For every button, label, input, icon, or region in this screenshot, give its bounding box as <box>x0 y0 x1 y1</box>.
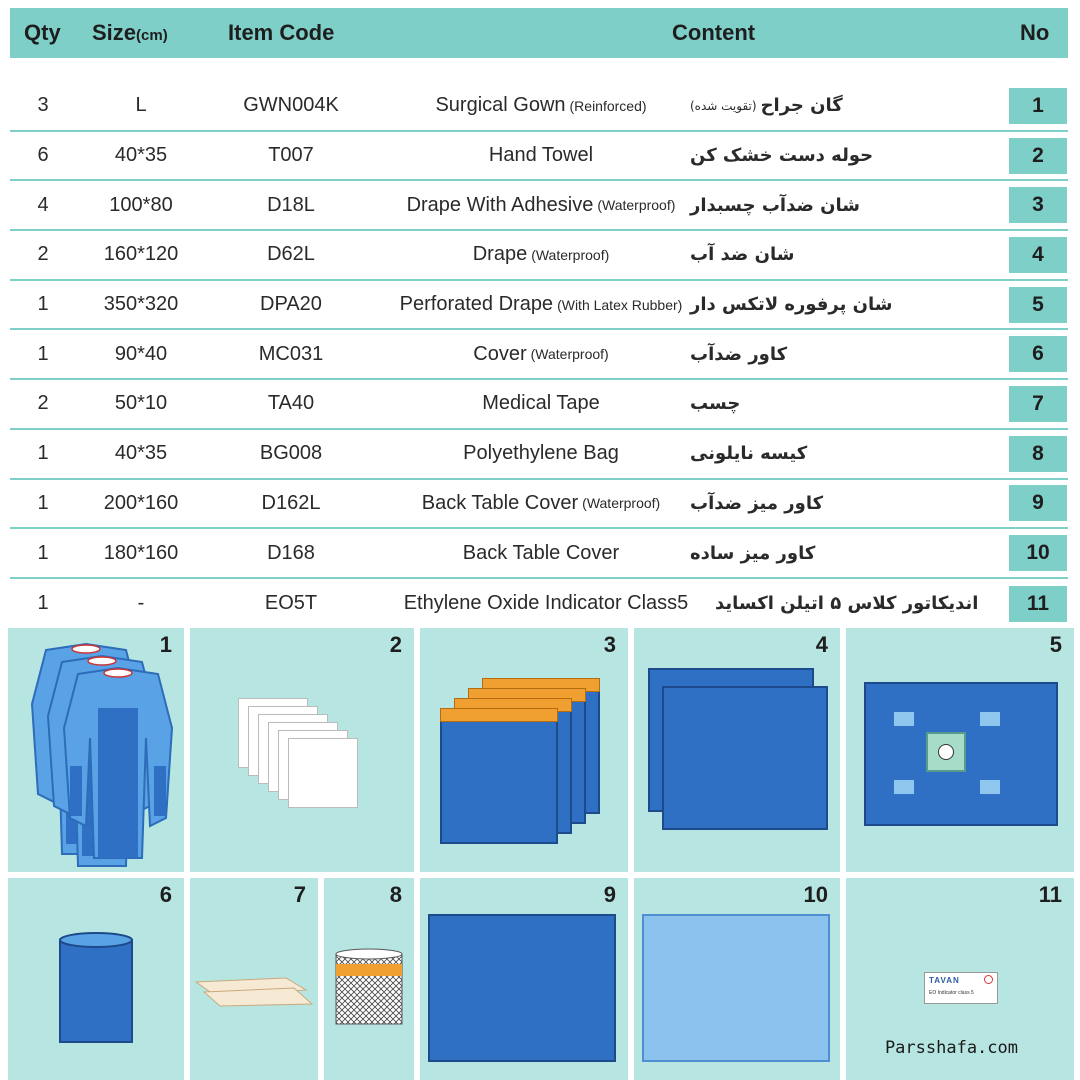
table-row <box>10 529 1068 579</box>
row-number-badge: 10 <box>1009 535 1067 571</box>
bag-illustration <box>324 878 414 1080</box>
adhesive-patch <box>894 712 914 726</box>
indicator-brand: TAVAN <box>929 976 960 985</box>
content-fa: شان ضدآب چسبدار <box>690 194 860 216</box>
content-fa: گان جراح <box>760 95 843 117</box>
no-cell <box>1008 281 1068 329</box>
panel-number: 5 <box>1049 632 1062 657</box>
table-row <box>10 430 1068 480</box>
qty-cell: 4 <box>37 193 49 216</box>
adhesive-strip <box>440 708 558 722</box>
row-number-badge: 5 <box>1009 287 1067 323</box>
header-qty: Qty <box>24 20 61 45</box>
content-en-cell <box>376 82 706 130</box>
code-cell: D168 <box>267 541 315 564</box>
content-fa-cell <box>690 181 980 229</box>
qty-cell: 1 <box>37 442 49 465</box>
panel-perforated-drape <box>846 628 1074 872</box>
header-content: Content <box>672 20 756 45</box>
code-cell: D18L <box>267 193 315 216</box>
content-en-cell <box>376 430 706 478</box>
perforation-hole <box>938 744 954 760</box>
table-row <box>10 579 1068 629</box>
size-cell: L <box>135 94 147 117</box>
qty-cell: 2 <box>37 243 49 266</box>
content-fa: شان ضد آب <box>690 244 795 266</box>
panel-back-table-cover-waterproof <box>420 878 628 1080</box>
code-cell: T007 <box>268 144 314 167</box>
size-cell: 160*120 <box>103 243 179 266</box>
content-en-cell <box>376 281 706 329</box>
panel-medical-tape <box>190 878 318 1080</box>
content-en: Back Table Cover <box>462 541 620 564</box>
code-cell: DPA20 <box>260 293 322 316</box>
content-fa-note: (تقویت شده) <box>690 98 757 113</box>
size-cell: 350*320 <box>103 293 179 316</box>
content-en: Drape <box>472 243 528 266</box>
content-fa: حوله دست خشک کن <box>690 145 874 167</box>
no-cell <box>1008 380 1068 428</box>
panel-number: 1 <box>159 632 172 657</box>
content-en: Cover <box>473 342 527 365</box>
code-cell: TA40 <box>267 392 315 415</box>
content-en: Perforated Drape <box>399 293 554 316</box>
row-number-badge: 9 <box>1009 485 1067 521</box>
item-table <box>10 82 1068 629</box>
panel-drape-adhesive <box>420 628 628 872</box>
panel-number: 6 <box>159 882 172 907</box>
code-cell: GWN004K <box>243 94 339 117</box>
panel-number: 10 <box>803 882 828 907</box>
qty-cell: 1 <box>37 541 49 564</box>
table-header <box>10 8 1068 58</box>
code-cell: MC031 <box>258 342 324 365</box>
code-cell: BG008 <box>259 442 323 465</box>
size-cell: 50*10 <box>114 392 168 415</box>
header-no: No <box>1020 20 1050 45</box>
back-table-cover <box>428 914 616 1062</box>
content-fa-cell <box>690 231 980 279</box>
drape-sheet <box>662 686 828 830</box>
row-number-badge: 7 <box>1009 386 1067 422</box>
code-cell: EO5T <box>264 592 318 615</box>
content-fa-cell <box>690 281 980 329</box>
header-item-code: Item Code <box>228 20 335 45</box>
row-number-badge: 3 <box>1009 187 1067 223</box>
content-fa-cell <box>690 480 980 528</box>
panel-number: 4 <box>815 632 828 657</box>
table-row <box>10 281 1068 331</box>
size-cell: 180*160 <box>103 541 179 564</box>
size-cell: 40*35 <box>114 144 168 167</box>
panel-number: 3 <box>603 632 616 657</box>
qty-cell: 2 <box>37 392 49 415</box>
towel-sheet <box>288 738 358 808</box>
qty-cell: 6 <box>37 144 49 167</box>
size-cell: - <box>137 592 145 615</box>
content-en-cell <box>376 330 706 378</box>
content-en-note: (Reinforced) <box>569 97 647 114</box>
content-en-cell <box>376 529 706 577</box>
panel-drape <box>634 628 840 872</box>
row-number-badge: 2 <box>1009 138 1067 174</box>
content-en: Medical Tape <box>482 392 600 415</box>
table-row <box>10 231 1068 281</box>
no-cell <box>1008 181 1068 229</box>
no-cell <box>1008 231 1068 279</box>
size-cell: 90*40 <box>114 342 168 365</box>
size-cell: 100*80 <box>109 193 173 216</box>
indicator-dot-icon <box>984 975 993 984</box>
no-cell <box>1008 529 1068 577</box>
content-fa: اندیکاتور کلاس ۵ اتیلن اکساید <box>715 593 979 615</box>
table-row <box>10 380 1068 430</box>
content-fa: کاور ضدآب <box>690 343 788 365</box>
row-number-badge: 8 <box>1009 436 1067 472</box>
content-fa: شان پرفوره لاتکس دار <box>690 294 893 316</box>
panel-number: 2 <box>389 632 402 657</box>
content-fa-cell <box>690 330 980 378</box>
content-fa-cell <box>715 579 980 629</box>
tape-illustration <box>190 878 318 1080</box>
size-cell: 200*160 <box>103 491 179 514</box>
panel-number: 9 <box>603 882 616 907</box>
content-fa: کاور میز ساده <box>690 542 816 564</box>
drape-sheet <box>440 708 558 844</box>
adhesive-patch <box>894 780 914 794</box>
qty-cell: 3 <box>37 94 49 117</box>
no-cell <box>1008 330 1068 378</box>
content-en: Back Table Cover <box>421 491 579 514</box>
content-en: Ethylene Oxide Indicator Class5 <box>403 592 689 615</box>
content-en: Hand Towel <box>488 144 594 167</box>
panel-surgical-gown <box>8 628 184 872</box>
content-en-note: (Waterproof) <box>597 197 676 214</box>
adhesive-patch <box>980 780 1000 794</box>
content-fa: کاور میز ضدآب <box>690 492 824 514</box>
content-fa-cell <box>690 82 980 130</box>
content-en: Polyethylene Bag <box>463 442 619 465</box>
indicator-caption: EO Indicator class 5 <box>929 990 974 996</box>
row-number-badge: 4 <box>1009 237 1067 273</box>
code-cell: D62L <box>267 243 315 266</box>
content-fa-cell <box>690 529 980 577</box>
qty-cell: 1 <box>37 592 49 615</box>
table-row <box>10 82 1068 132</box>
table-row <box>10 132 1068 182</box>
watermark: Parsshafa.com <box>884 1038 1018 1058</box>
panel-number: 7 <box>293 882 306 907</box>
no-cell <box>1008 579 1068 629</box>
content-en: Surgical Gown <box>435 94 566 117</box>
indicator-card <box>924 972 998 1004</box>
back-table-cover-plain <box>642 914 830 1062</box>
qty-cell: 1 <box>37 491 49 514</box>
no-cell <box>1008 132 1068 180</box>
content-en-note: (Waterproof) <box>531 246 610 263</box>
table-row <box>10 181 1068 231</box>
no-cell <box>1008 82 1068 130</box>
panel-back-table-cover <box>634 878 840 1080</box>
product-image-grid <box>8 628 1074 1080</box>
content-en-note: (Waterproof) <box>530 346 609 363</box>
content-en-note: (With Latex Rubber) <box>557 296 683 313</box>
table-row <box>10 480 1068 530</box>
panel-number: 8 <box>389 882 402 907</box>
content-en-cell <box>376 480 706 528</box>
qty-cell: 1 <box>37 293 49 316</box>
code-cell: D162L <box>261 491 321 514</box>
content-fa-cell <box>690 430 980 478</box>
panel-cover <box>8 878 184 1080</box>
content-en: Drape With Adhesive <box>406 193 594 216</box>
header-size-label: Size <box>92 20 137 45</box>
no-cell <box>1008 430 1068 478</box>
size-cell: 40*35 <box>114 442 168 465</box>
table-row <box>10 330 1068 380</box>
content-en-cell <box>376 181 706 229</box>
row-number-badge: 6 <box>1009 336 1067 372</box>
no-cell <box>1008 480 1068 528</box>
content-en-cell <box>376 380 706 428</box>
content-fa-cell <box>690 380 980 428</box>
header-size <box>92 8 168 58</box>
row-number-badge: 11 <box>1009 586 1067 622</box>
panel-number: 11 <box>1038 882 1062 907</box>
content-fa: کیسه نایلونی <box>690 443 808 465</box>
content-en-note: (Waterproof) <box>582 495 661 512</box>
content-fa: چسب <box>690 393 741 415</box>
qty-cell: 1 <box>37 342 49 365</box>
content-en-cell <box>376 231 706 279</box>
header-size-unit: (cm) <box>136 27 168 44</box>
content-fa-cell <box>690 132 980 180</box>
adhesive-patch <box>980 712 1000 726</box>
surgical-gown-illustration <box>8 628 184 872</box>
cover-illustration <box>8 878 184 1080</box>
content-en-cell <box>376 132 706 180</box>
panel-polyethylene-bag <box>324 878 414 1080</box>
panel-hand-towel <box>190 628 414 872</box>
content-en-cell <box>376 579 716 629</box>
row-number-badge: 1 <box>1009 88 1067 124</box>
